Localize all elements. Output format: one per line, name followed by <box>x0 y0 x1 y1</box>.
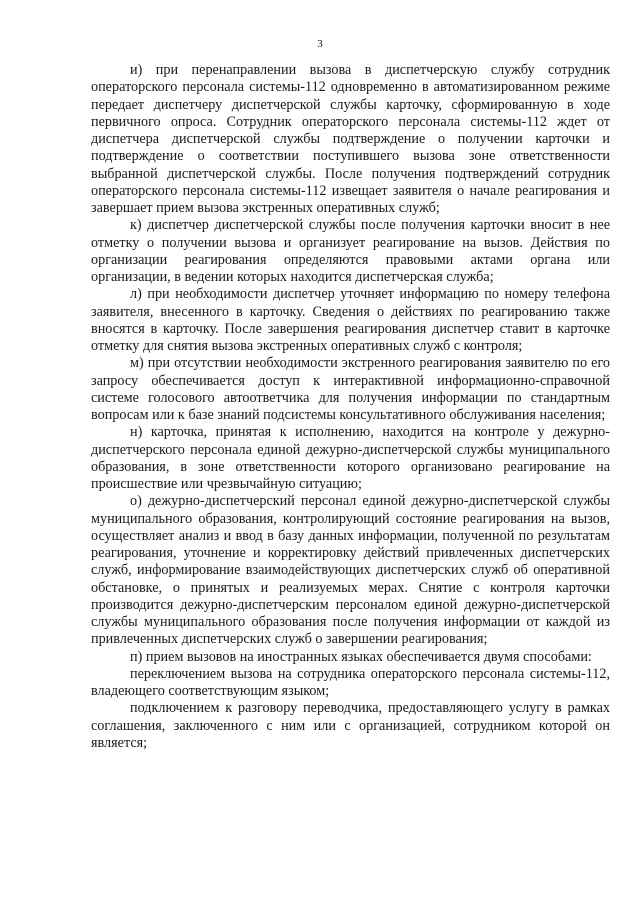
paragraph-l: л) при необходимости диспетчер уточняет информацию по номеру телефона заявителя, внесенного в карточку. Сведения о действиях по реагированию также вносятся в карточку. После завершения реагирования диспетчер ставит в карточке отметку для снятия вызова экстренных оперативных служб с контроля; <box>91 286 610 354</box>
paragraph-p: п) прием вызовов на иностранных языках обеспечивается двумя способами: <box>130 648 592 665</box>
document-body <box>91 62 610 752</box>
paragraph-m: м) при отсутствии необходимости экстренного реагирования заявителю по его запросу обеспечивается доступ к интерактивной информационно-справочной системе голосового автоответчика для получения информации по стандартным вопросам или к базе знаний подсистемы консультативного обслуживания населения; <box>91 355 610 423</box>
paragraph-p-option-2: подключением к разговору переводчика, предоставляющего услугу в рамках соглашения, заключенного с ним или с организацией, сотрудником которой он является; <box>91 700 610 751</box>
paragraph-n: н) карточка, принятая к исполнению, находится на контроле у дежурно-диспетчерского персонала единой дежурно-диспетчерской службы муниципального образования, в зоне ответственности которого организовано реагирование на происшествие или чрезвычайную ситуацию; <box>91 424 610 492</box>
page-number: 3 <box>317 38 323 50</box>
paragraph-i: и) при перенаправлении вызова в диспетчерскую службу сотрудник операторского персонала системы-112 одновременно в автоматизированном режиме передает диспетчеру диспетчерской службы карточку, сформированную в ходе первичного опроса. Сотрудник операторского персонала системы-112 ждет от диспетчера диспетчерской службы подтверждение о получении карточки и подтверждение о соответствии поступившего вызова зоне ответственности выбранной диспетчерской службы. После получения подтверждений сотрудник операторского персонала системы-112 извещает заявителя о начале реагирования и завершает прием вызова экстренных оперативных служб; <box>91 62 610 216</box>
paragraph-p-option-1: переключением вызова на сотрудника операторского персонала системы-112, владеющего соответствующим языком; <box>91 665 610 699</box>
paragraph-o: о) дежурно-диспетчерский персонал единой дежурно-диспетчерской службы муниципального образования, контролирующий состояние реагирования на вызов, осуществляет анализ и ввод в базу данных информации, полученной по результатам реагирования, уточнение и корректировку действий привлеченных диспетчерских служб, информирование взаимодействующих диспетчерских служб об оперативной обстановке, о принятых и реализуемых мерах. Снятие с контроля карточки производится дежурно-диспетчерским персоналом единой дежурно-диспетчерской службы муниципального образования после получения информации от каждой из привлеченных диспетчерских служб о завершении реагирования; <box>91 493 610 648</box>
paragraph-k: к) диспетчер диспетчерской службы после получения карточки вносит в нее отметку о получении вызова и организует реагирование на вызов. Действия по организации реагирования определяются правовыми актами органа или организации, в ведении которых находится диспетчерская служба; <box>91 217 610 285</box>
